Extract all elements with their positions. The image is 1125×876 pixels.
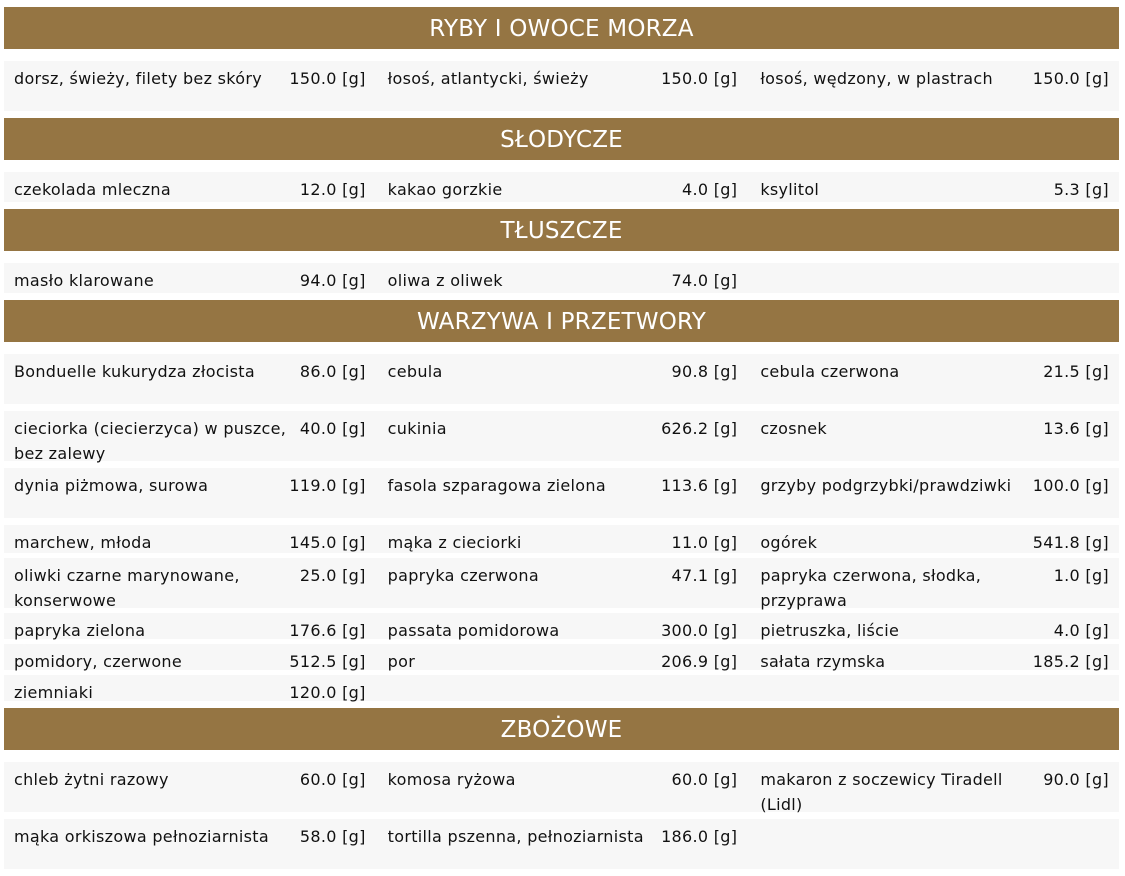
item-name: łosoś, atlantycki, świeży (387, 69, 589, 88)
table-row (4, 172, 1119, 202)
section-header-fish: RYBY I OWOCE MORZA (4, 7, 1119, 49)
item-name: makaron z soczewicy Tiradell (Lidl) (760, 770, 1003, 814)
item-amount: 12.0 [g] (299, 180, 366, 199)
item-amount: 25.0 [g] (299, 566, 366, 585)
item-name (760, 680, 1109, 701)
item-amount: 58.0 [g] (299, 827, 366, 846)
item-amount: 90.8 [g] (671, 362, 738, 381)
item-cell (376, 172, 748, 202)
item-name: mąka z cieciorki (387, 533, 522, 552)
item-cell (376, 675, 748, 701)
item-cell (747, 525, 1119, 553)
item-amount: 626.2 [g] (661, 419, 738, 438)
item-amount: 145.0 [g] (289, 533, 366, 552)
table-row (4, 644, 1119, 670)
item-amount: 1.0 [g] (1053, 566, 1109, 585)
item-name: ogórek (760, 533, 818, 552)
item-amount: 94.0 [g] (299, 271, 366, 290)
item-amount: 5.3 [g] (1053, 180, 1109, 199)
item-cell (4, 411, 376, 461)
item-cell (747, 644, 1119, 670)
item-amount: 300.0 [g] (661, 621, 738, 640)
item-name: łosoś, wędzony, w plastrach (760, 69, 993, 88)
item-name: cebula (387, 362, 443, 381)
item-name: cebula czerwona (760, 362, 900, 381)
table-row (4, 558, 1119, 608)
item-name: mąka orkiszowa pełnoziarnista (14, 827, 269, 846)
table-row (4, 525, 1119, 553)
item-amount: 541.8 [g] (1032, 533, 1109, 552)
item-amount: 512.5 [g] (289, 652, 366, 671)
item-cell (747, 172, 1119, 202)
item-name: por (387, 652, 416, 671)
item-cell (4, 172, 376, 202)
item-name: pomidory, czerwone (14, 652, 183, 671)
item-cell (747, 675, 1119, 701)
item-name: passata pomidorowa (387, 621, 560, 640)
item-name: cieciorka (ciecierzyca) w puszce, bez zalewy (14, 419, 287, 463)
item-amount: 176.6 [g] (289, 621, 366, 640)
item-cell (4, 675, 376, 701)
item-name: oliwa z oliwek (387, 271, 503, 290)
table-row (4, 675, 1119, 701)
item-name: ziemniaki (14, 683, 94, 702)
table-row (4, 468, 1119, 518)
item-name: sałata rzymska (760, 652, 886, 671)
table-row (4, 762, 1119, 812)
item-cell (4, 644, 376, 670)
item-cell (376, 762, 748, 812)
item-name: tortilla pszenna, pełnoziarnista (387, 827, 644, 846)
item-name: marchew, młoda (14, 533, 152, 552)
item-name: czekolada mleczna (14, 180, 171, 199)
item-cell (376, 61, 748, 111)
table-row (4, 819, 1119, 869)
item-name: dynia piżmowa, surowa (14, 476, 209, 495)
item-amount: 120.0 [g] (289, 683, 366, 702)
table-row (4, 613, 1119, 639)
item-amount: 150.0 [g] (1032, 69, 1109, 88)
item-amount: 11.0 [g] (671, 533, 738, 552)
item-cell (4, 468, 376, 518)
item-name: chleb żytni razowy (14, 770, 169, 789)
item-name: oliwki czarne marynowane, konserwowe (14, 566, 240, 610)
item-cell (376, 644, 748, 670)
item-amount: 90.0 [g] (1043, 770, 1109, 789)
table-row (4, 354, 1119, 404)
table-row (4, 61, 1119, 111)
item-amount: 206.9 [g] (661, 652, 738, 671)
table-row (4, 263, 1119, 293)
item-amount: 86.0 [g] (299, 362, 366, 381)
item-amount: 185.2 [g] (1032, 652, 1109, 671)
item-name: papryka czerwona, słodka, przyprawa (760, 566, 982, 610)
item-name: czosnek (760, 419, 827, 438)
item-name: kakao gorzkie (387, 180, 503, 199)
item-name: masło klarowane (14, 271, 155, 290)
item-cell (376, 819, 748, 869)
item-name (388, 680, 738, 701)
item-amount: 113.6 [g] (661, 476, 738, 495)
item-name: pietruszka, liście (760, 621, 900, 640)
item-name: ksylitol (760, 180, 820, 199)
item-cell (747, 411, 1119, 461)
item-amount: 4.0 [g] (1053, 621, 1109, 640)
item-name: komosa ryżowa (387, 770, 516, 789)
item-amount: 74.0 [g] (671, 271, 738, 290)
item-amount: 150.0 [g] (661, 69, 738, 88)
item-cell (747, 263, 1119, 293)
item-name: grzyby podgrzybki/prawdziwki (760, 476, 1012, 495)
item-amount: 60.0 [g] (671, 770, 738, 789)
item-cell (4, 819, 376, 869)
item-cell (376, 558, 748, 608)
section-header-fats: TŁUSZCZE (4, 209, 1119, 251)
item-name: dorsz, świeży, filety bez skóry (14, 69, 263, 88)
item-amount: 13.6 [g] (1043, 419, 1109, 438)
item-cell (747, 762, 1119, 812)
item-cell (747, 354, 1119, 404)
item-cell (4, 61, 376, 111)
item-amount: 4.0 [g] (682, 180, 738, 199)
table-row (4, 411, 1119, 461)
item-cell (747, 613, 1119, 639)
item-amount: 186.0 [g] (661, 827, 738, 846)
section-header-grains: ZBOŻOWE (4, 708, 1119, 750)
item-name: papryka zielona (14, 621, 146, 640)
item-cell (4, 613, 376, 639)
section-header-sweets: SŁODYCZE (4, 118, 1119, 160)
item-cell (376, 411, 748, 461)
item-name: fasola szparagowa zielona (387, 476, 606, 495)
item-amount: 21.5 [g] (1043, 362, 1109, 381)
item-amount: 60.0 [g] (299, 770, 366, 789)
item-name: papryka czerwona (387, 566, 539, 585)
item-amount: 119.0 [g] (289, 476, 366, 495)
item-amount: 47.1 [g] (671, 566, 738, 585)
item-cell (4, 558, 376, 608)
item-cell (747, 468, 1119, 518)
item-cell (4, 354, 376, 404)
item-cell (376, 354, 748, 404)
item-name: cukinia (387, 419, 447, 438)
item-cell (376, 613, 748, 639)
shopping-list (4, 7, 1119, 876)
section-header-vegetables: WARZYWA I PRZETWORY (4, 300, 1119, 342)
item-amount: 100.0 [g] (1032, 476, 1109, 495)
item-name (760, 268, 1109, 293)
item-cell (747, 819, 1119, 869)
item-cell (4, 525, 376, 553)
item-amount: 40.0 [g] (299, 419, 366, 438)
item-name: Bonduelle kukurydza złocista (14, 362, 255, 381)
item-cell (376, 263, 748, 293)
item-cell (4, 762, 376, 812)
item-cell (747, 61, 1119, 111)
item-name (760, 824, 1109, 869)
item-cell (376, 525, 748, 553)
item-cell (747, 558, 1119, 608)
item-cell (376, 468, 748, 518)
item-cell (4, 263, 376, 293)
item-amount: 150.0 [g] (289, 69, 366, 88)
